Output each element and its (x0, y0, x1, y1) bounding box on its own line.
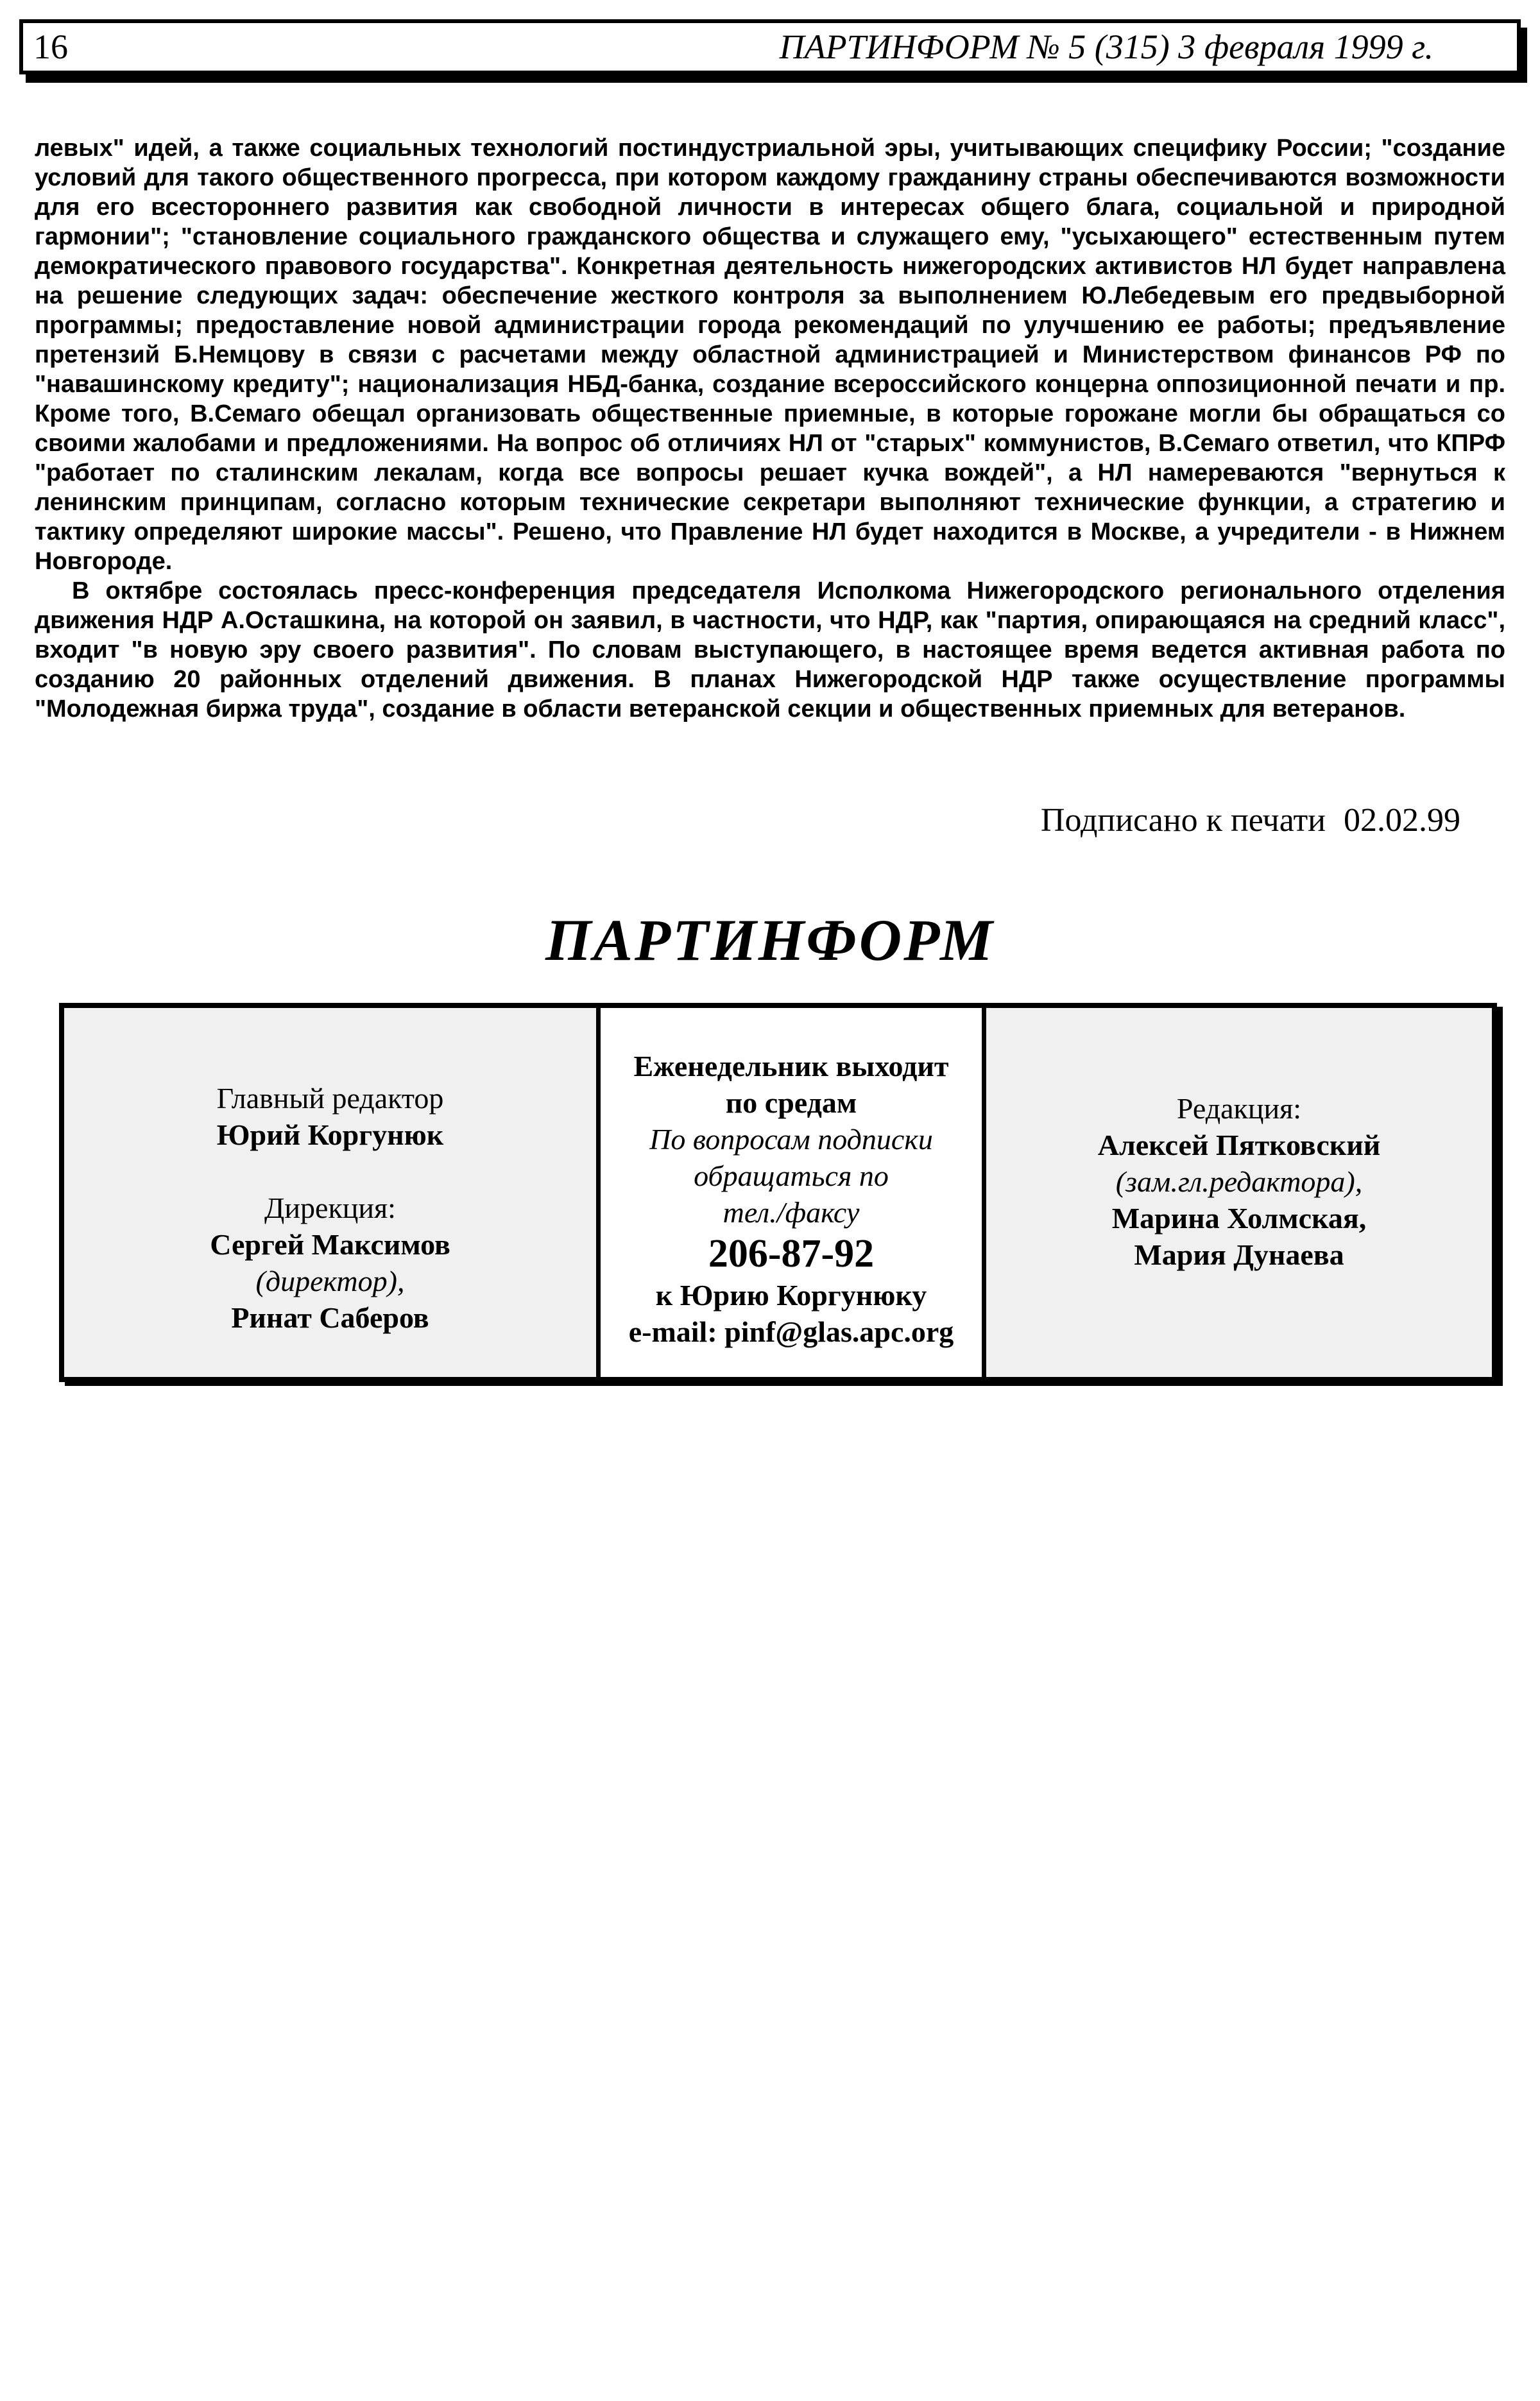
spacer (64, 1153, 596, 1190)
director-name: Сергей Максимов (210, 1228, 450, 1261)
deputy-editor-note: (зам.гл.редактора), (1115, 1165, 1363, 1199)
staff-member-3: Мария Дунаева (1134, 1238, 1344, 1272)
imprint-table (59, 1003, 1497, 1382)
contact-person: к Юрию Коргунюку (655, 1279, 927, 1312)
article-paragraph-1: левых" идей, а также социальных технологий постиндустриальной эры, учитывающих специфику России; "создание условий для такого общественного прогресса, при котором каждому гражданину страны обеспечиваются возможности для его всестороннего развития как свободной личности в интересах общего блага, социальной и природной гармонии"; "становление социального гражданского общества и служащего ему, "усыхающего" естественным путем демократического правового государства". Конкретная деятельность нижегородских активистов НЛ будет направлена на решение следующих задач: обеспечение жесткого контроля за выполнением Ю.Лебедевым его предвыборной программы; предоставление новой администрации города рекомендаций по улучшению ее работы; предъявление претензий Б.Немцову в связи с расчетами между областной администрацией и Министерством финансов РФ по "навашинскому кредиту"; национализация НБД-банка, создание всероссийского концерна оппозиционной печати и пр. Кроме того, В.Семаго обещал организовать общественные приемные, в которые горожане могли бы обращаться со своими жалобами и предложениями. На вопрос об отличиях НЛ от "старых" коммунистов, В.Семаго ответил, что КПРФ "работает по сталинским лекалам, когда все вопросы решает кучка вождей", а НЛ намереваются "вернуться к ленинским принципам, согласно которым технические секретари выполняют технические функции, а стратегию и тактику определяют широкие массы". Решено, что Правление НЛ будет находится в Москве, а учредители - в Нижнем Новгороде. (35, 135, 1505, 575)
email-address: e-mail: pinf@glas.apc.org (628, 1315, 954, 1349)
imprint-cell-schedule (596, 1008, 986, 1377)
masthead-title: ПАРТИНФОРМ (545, 907, 995, 973)
deputy-editor-name: Алексей Пятковский (1097, 1129, 1381, 1162)
chief-editor-label: Главный редактор (216, 1082, 444, 1115)
director-note: (директор), (255, 1265, 405, 1298)
subscription-line-2: обращаться по (694, 1159, 889, 1193)
imprint-cell-editorial (64, 1008, 596, 1377)
imprint-cell-staff (986, 1008, 1492, 1377)
schedule-line-1: Еженедельник выходит (633, 1050, 949, 1083)
signoff-line (0, 802, 1540, 839)
article-body (35, 133, 1505, 724)
subscription-line-1: По вопросам подписки (649, 1123, 933, 1156)
newsletter-page (0, 19, 1540, 2401)
directorate-label: Дирекция: (264, 1192, 396, 1225)
running-header (19, 19, 1521, 74)
page-number: 16 (33, 28, 68, 66)
schedule-line-2: по средам (725, 1086, 857, 1120)
article-paragraph-2: В октябре состоялась пресс-конференция председателя Исполкома Нижегородского регионального отделения движения НДР А.Осташкина, на которой он заявил, в частности, что НДР, как "партия, опирающаяся на средний класс", входит "в новую эру своего развития". По словам выступающего, в настоящее время ведется активная работа по созданию 20 районных отделений движения. В планах Нижегородской НДР также осуществление программы "Молодежная биржа труда", создание в области ветеранской секции и общественных приемных для ветеранов. (35, 577, 1505, 722)
subscription-line-3: тел./факсу (723, 1196, 860, 1229)
staff-member-2: Марина Холмская, (1111, 1202, 1367, 1235)
codirector-name: Ринат Саберов (231, 1301, 429, 1335)
issue-title: ПАРТИНФОРМ № 5 (315) 3 февраля 1999 г. (779, 28, 1433, 66)
staff-label: Редакция: (1176, 1092, 1302, 1125)
signoff-label: Подписано к печати (1040, 802, 1326, 839)
phone-number: 206-87-92 (708, 1232, 875, 1276)
signoff-date: 02.02.99 (1344, 802, 1460, 839)
chief-editor-name: Юрий Коргунюк (216, 1118, 444, 1152)
